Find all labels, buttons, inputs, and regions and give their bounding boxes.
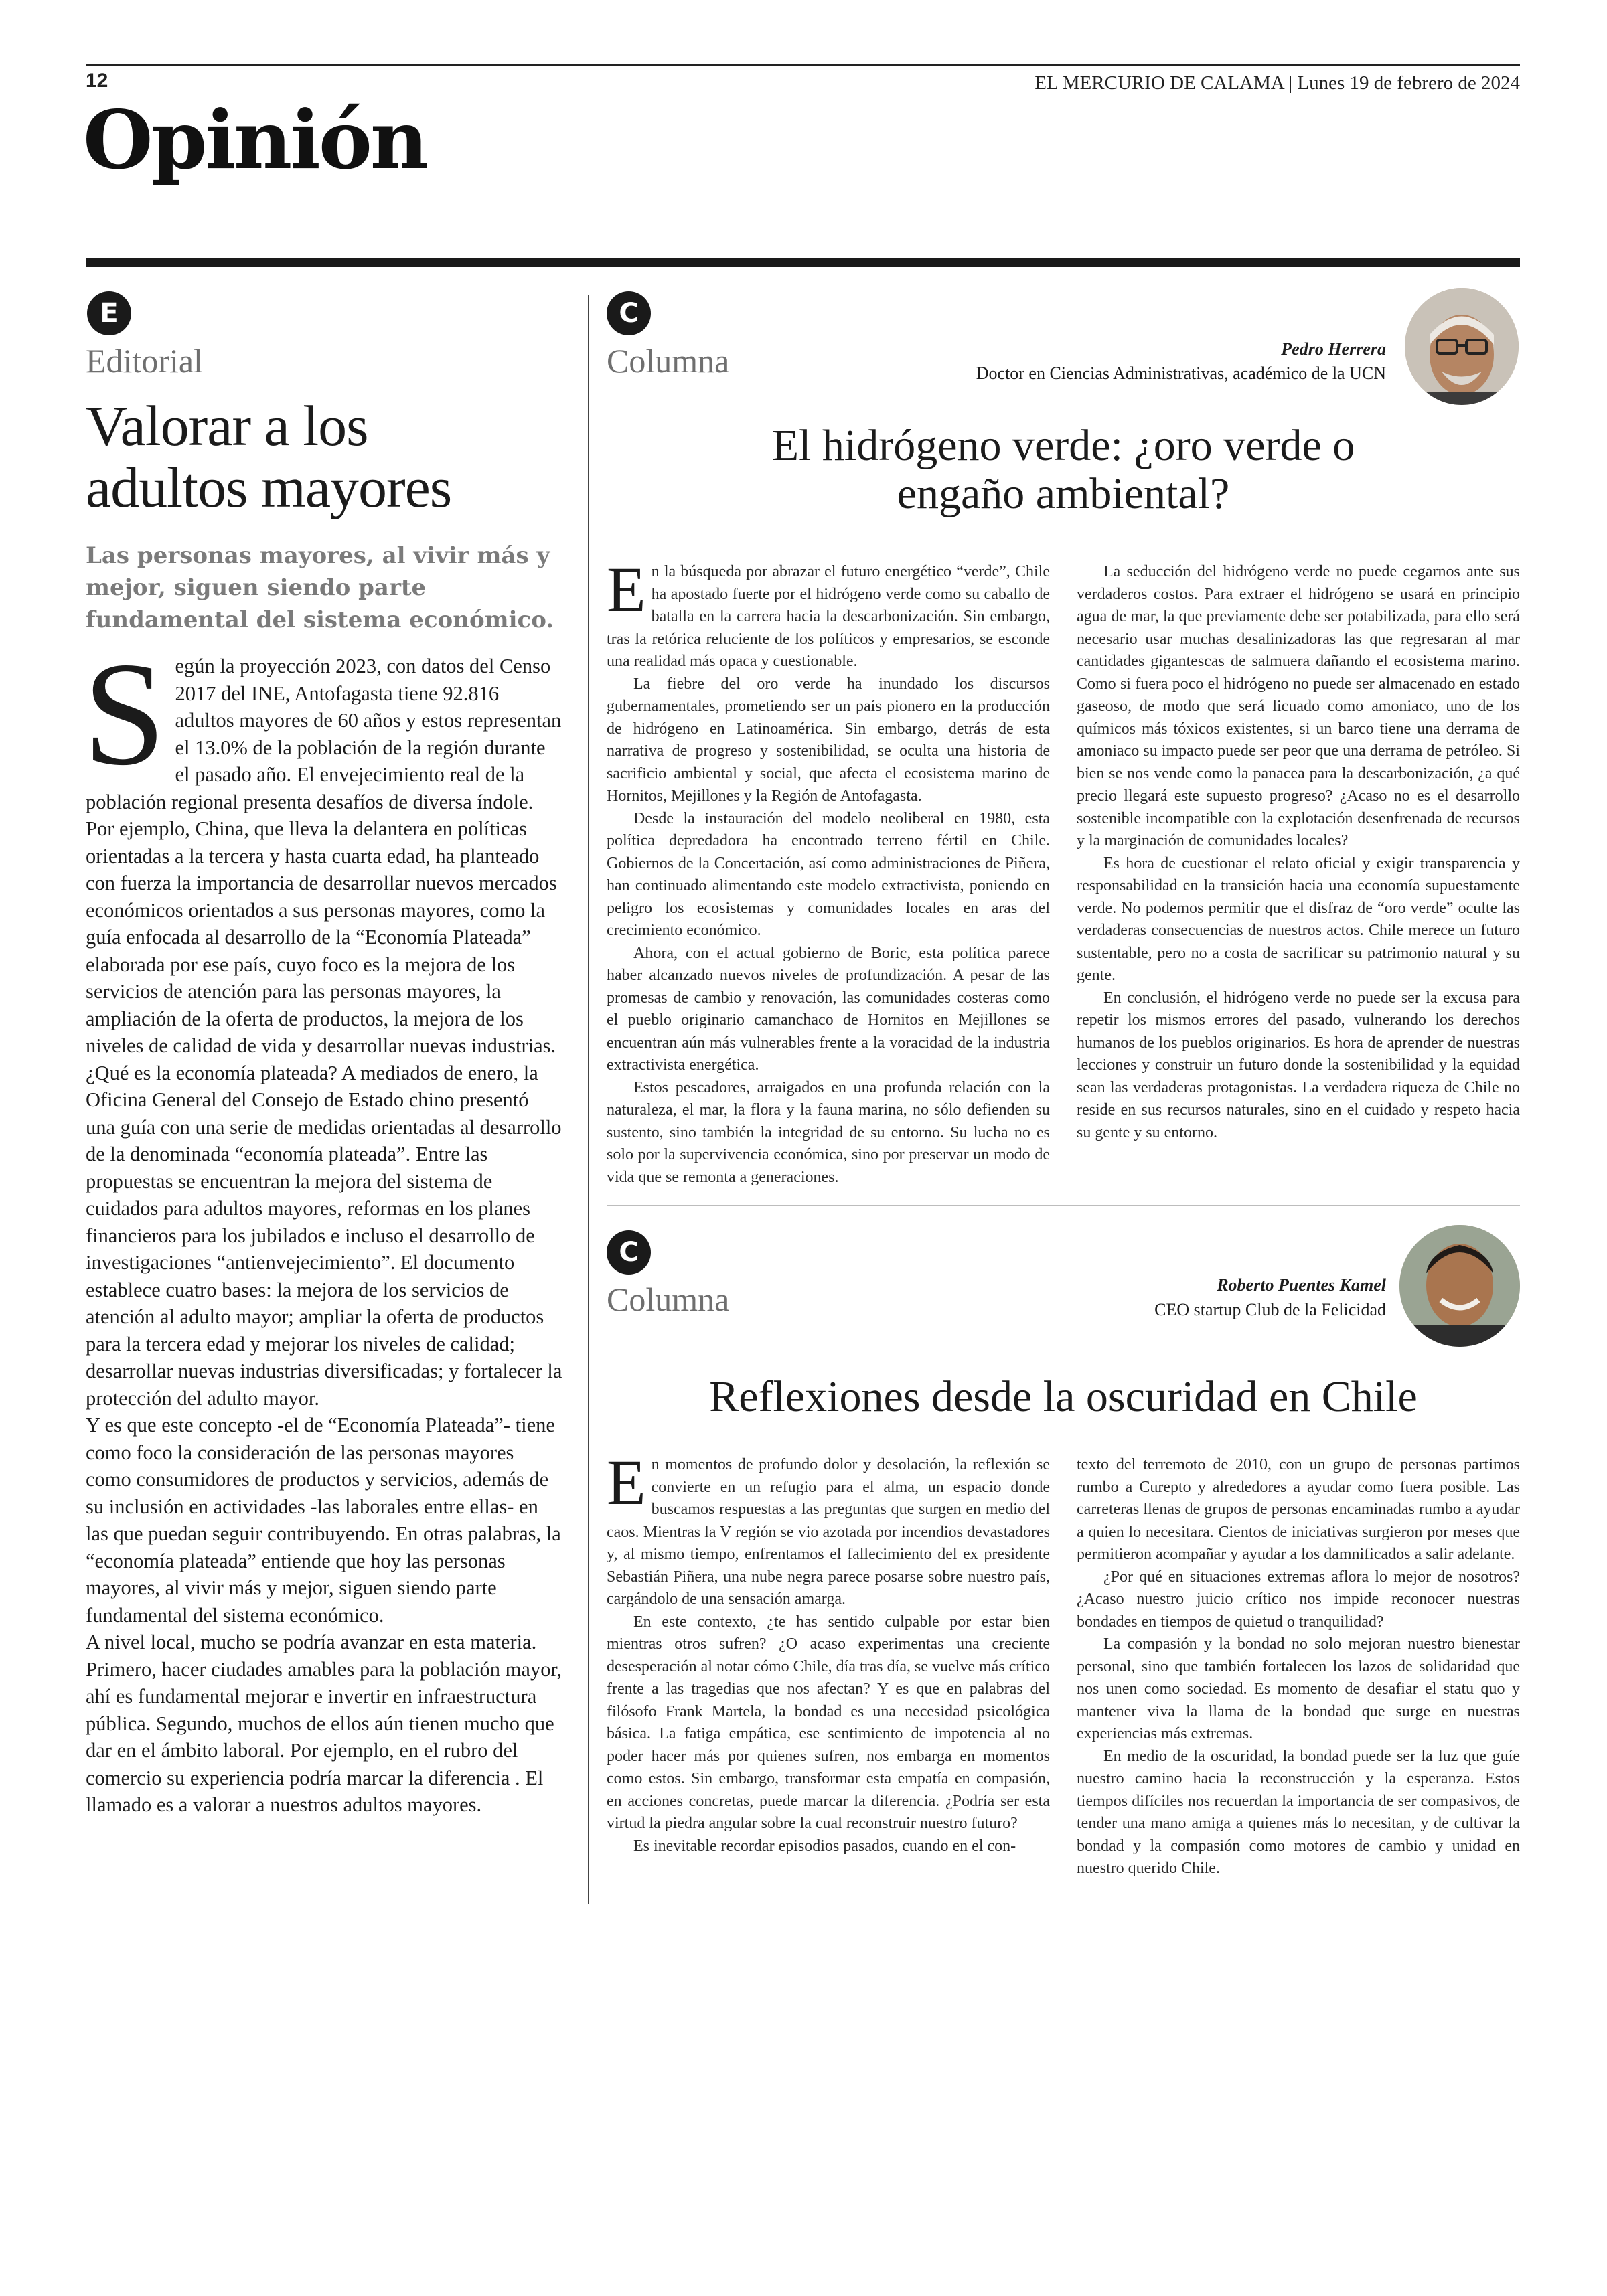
column2-left-body [607, 1447, 1050, 1858]
editorial-kicker: Editorial [86, 342, 203, 380]
column1-paragraph: En la búsqueda por abrazar el futuro energético “verde”, Chile ha apostado fuerte por el hidrógeno verde como su caballo de batalla en la carrera hacia la descarbonización. Sin embargo, tras la retórica reluciente de los políticos y empresarios, se esconde una realidad más opaca y cuestionable. [607, 554, 1050, 670]
column2-paragraph: texto del terremoto de 2010, con un grupo de personas partimos rumbo a Curepto y alrededores a ayudar como fuera posible. Las carreteras llenas de grupos de personas encaminadas rumbo a ayudar a quien lo necesitara. Cientos de iniciativas surgieron por meses que permitieron acompañar y ayudar a los damnificados a salir adelante. [1077, 1456, 1520, 1563]
column1-headline-line2: engaño ambiental? [897, 469, 1230, 518]
column1-paragraph: Desde la instauración del modelo neoliberal en 1980, esta política depredadora ha encontrado terreno fértil en Chile. Gobiernos de la Concertación, así como administraciones de Piñera, han continuado alimentando este modelo extractivista, poniendo en peligro los ecosistemas y comunidades locales en aras del crecimiento económico. [607, 809, 1050, 939]
column-separator [588, 295, 589, 1904]
column1-paragraph: Ahora, con el actual gobierno de Boric, esta política parece haber alcanzado nuevos niveles de profundización. A pesar de las promesas de cambio y renovación, las comunidades costeras como el pueblo originario camanchaco de Hornitos en Mejillones se encuentran aún más vulnerables frente a la voracidad de la industria extractivista energética. [607, 944, 1050, 1074]
column2-right-body [1077, 1454, 1520, 1880]
author-portrait-icon [1399, 1225, 1520, 1347]
column1-paragraph: Estos pescadores, arraigados en una profunda relación con la naturaleza, el mar, la flora y la fauna marina, no sólo defienden su sustento, sino también la integridad de su entorno. Su lucha no es solo por la supervivencia económica, sino por preservar un modo de vida que se remonta a generaciones. [607, 1078, 1050, 1186]
editorial-paragraph: ¿Qué es la economía plateada? A mediados de enero, la Oficina General del Consejo de Estado chino presentó una guía con una serie de medidas orientadas al desarrollo de la denominada “economía plateada”. Entre las propuestas se encuentran la mejora del sistema de cuidados para adultos mayores, reformas en los planes financieros para los jubilados e incluso el desarrollo de investigaciones “antienvejecimiento”. El documento establece cuatro bases: la mejora de los servicios de atención al adulto mayor; ampliar la oferta de productos para la tercera edad y mejorar los niveles de calidad; desarrollar nuevas industrias diversificadas; y fortalecer la protección del adulto mayor. [86, 1061, 562, 1410]
column-divider [607, 1205, 1520, 1206]
column1-dropcap: E [607, 554, 646, 625]
column2-kicker: Columna [607, 1281, 730, 1318]
editorial-headline [86, 395, 581, 518]
editorial-dropcap: S [83, 632, 166, 797]
editorial-body [83, 632, 562, 1819]
editorial-paragraph: Y es que este concepto -el de “Economía Plateada”- tiene como foco la consideración de las personas mayores como consumidores de productos y servicios, además de su inclusión en actividades -las laborales entre ellas- en las que puedan seguir contribuyendo. En otras palabras, la “economía plateada” entiende que hoy las personas mayores, al vivir más y mejor, siguen siendo parte fundamental del sistema económico. [86, 1414, 561, 1627]
column2-author-photo [1399, 1225, 1520, 1347]
column1-headline-line1: El hidrógeno verde: ¿oro verde o [771, 421, 1355, 470]
column1-left-body [607, 554, 1050, 1189]
column2-paragraph: En medio de la oscuridad, la bondad puede ser la luz que guíe nuestro camino hacia la reconstrucción y la esperanza. Estos tiempos difíciles nos recuerdan la importancia de ser compasivos, de tender una mano amiga a quienes más lo necesitan, y de cultivar la bondad y la compasión como motores de cambio y unidad en nuestro querido Chile. [1077, 1747, 1520, 1877]
column2-headline: Reflexiones desde la oscuridad en Chile [709, 1372, 1418, 1421]
column1-right-body [1077, 561, 1520, 1144]
column2-paragraph: ¿Por qué en situaciones extremas aflora lo mejor de nosotros? ¿Acaso nuestro juicio crítico nos impide reconocer nuestras bondades en tiempos de quietud o tranquilidad? [1077, 1568, 1520, 1631]
author-portrait-icon [1405, 288, 1519, 405]
column1-author-title: Doctor en Ciencias Administrativas, académico de la UCN [976, 363, 1386, 383]
editorial-paragraph: Por ejemplo, China, que lleva la delantera en políticas orientadas a la tercera y hasta cuarta edad, ha planteado con fuerza la importancia de desarrollar nuevos mercados económicos orientados a sus personas mayores, como la guía enfocada al desarrollo de la “Economía Plateada” elaborada por ese país, cuyo foco es la mejora de los servicios de atención para las personas mayores, la ampliación de la oferta de productos, la mejora de los niveles de calidad de vida y desarrollar nuevas industrias. [86, 817, 557, 1057]
section-title: Opinión [83, 93, 427, 187]
page-number: 12 [86, 70, 108, 92]
column1-headline [607, 422, 1520, 518]
editorial-paragraph: Según la proyección 2023, con datos del Censo 2017 del INE, Antofagasta tiene 92.816 adultos mayores de 60 años y estos representan el 13.0% de la población de la región durante el pasado año. El envejecimiento real de la población regional presenta desafíos de diversa índole. [83, 632, 562, 813]
column1-kicker: Columna [607, 342, 730, 380]
column2-paragraph: En momentos de profundo dolor y desolación, la reflexión se convierte en un refugio para el alma, un espacio donde buscamos respuestas a las preguntas que surgen en medio del caos. Mientras la V región se vio azotada por incendios devastadores y, al mismo tiempo, enfrentamos el fallecimiento del ex presidente Sebastián Piñera, una nube negra parece posarse sobre nuestro país, cargándolo de una sensación amarga. [607, 1447, 1050, 1608]
column2-author-title: CEO startup Club de la Felicidad [1154, 1300, 1386, 1319]
column1-paragraph: La fiebre del oro verde ha inundado los discursos gubernamentales, prometiendo ser un país pionero en la producción de hidrógeno en Latinoamérica. Sin embargo, detrás de esta narrativa de progreso y sostenibilidad, se oculta una historia de sacrificio ambiental y social, que afecta el ecosistema marino de Hornitos, Mejillones y la Región de Antofagasta. [607, 675, 1050, 805]
editorial-badge: E [87, 291, 131, 335]
column2-paragraph: La compasión y la bondad no solo mejoran nuestro bienestar personal, sino que también fortalecen los lazos de solidaridad que nos unen como sociedad. Es momento de desafiar el statu quo y mantener viva la llama de la bondad que surge en nuestras experiencias más extremas. [1077, 1635, 1520, 1742]
section-rule [86, 258, 1520, 267]
column1-author-name: Pedro Herrera [1281, 339, 1386, 359]
column2-author-name: Roberto Puentes Kamel [1217, 1275, 1386, 1295]
editorial-paragraph: A nivel local, mucho se podría avanzar en esta materia. Primero, hacer ciudades amables para la población mayor, ahí es fundamental mejorar e invertir en infraestructura pública. Segundo, muchos de ellos aún tienen mucho que dar en el ámbito laboral. Por ejemplo, en el rubro del comercio su experiencia podría marcar la diferencia . El llamado es a valorar a nuestros adultos mayores. [86, 1631, 562, 1816]
column2-dropcap: E [607, 1447, 646, 1518]
editorial-headline-line2: adultos mayores [86, 455, 452, 519]
column1-paragraph: En conclusión, el hidrógeno verde no puede ser la excusa para repetir los mismos errores del pasado, vulnerando los derechos humanos de los pueblos originarios. Es hora de aprender de nuestras lecciones y construir un futuro donde la sostenibilidad y la equidad sean las verdaderas protagonistas. La verdadera riqueza de Chile no reside en sus recursos naturales, sino en el cuidado y respeto hacia su gente y su entorno. [1077, 989, 1520, 1141]
column1-paragraph: Es hora de cuestionar el relato oficial y exigir transparencia y responsabilidad en la transición hacia una economía supuestamente verde. No podemos permitir que el disfraz de “oro verde” oculte las verdaderas consecuencias de nuestros actos. Chile merece un futuro sustentable, pero no a costa de sacrificar su patrimonio natural y su gente. [1077, 854, 1520, 984]
column2-paragraph: Es inevitable recordar episodios pasados, cuando en el con- [633, 1837, 1016, 1855]
column2-paragraph: En este contexto, ¿te has sentido culpable por estar bien mientras otros sufren? ¿O acaso experimentas una creciente desesperación al notar cómo Chile, día tras día, se vuelve más crítico frente a las tragedias que nos afectan? Y es que en palabras del filósofo Frank Martela, la bondad es una necesidad psicológica básica. La fatiga empática, ese sentimiento de impotencia al no poder hacer más por quienes sufren, nos embarga en momentos como estos. Sin embargo, transformar esta empatía en compasión, en acciones concretas, puede marcar la diferencia. ¿Podría ser esta virtud la piedra angular sobre la cual reconstruir nuestro futuro? [607, 1613, 1050, 1832]
masthead: EL MERCURIO DE CALAMA | Lunes 19 de febrero de 2024 [1035, 72, 1520, 94]
column1-author-photo [1405, 288, 1519, 405]
editorial-deck: Las personas mayores, al vivir más y mejor, siguen siendo parte fundamental del sistema económico. [86, 542, 554, 633]
top-rule [86, 64, 1520, 66]
column1-badge: C [607, 291, 651, 335]
column1-paragraph: La seducción del hidrógeno verde no puede cegarnos ante sus verdaderos costos. Para extraer el hidrógeno se usará en principio agua de mar, la que previamente debe ser potabilizada, para ello será necesario usar muchas desalinizadoras las que regresaran al mar cantidades gigantescas de salmuera dañando el ecosistema marino. Como si fuera poco el hidrógeno no puede ser almacenado en estado gaseoso, de modo que será licuado como amoniaco, uno de los químicos más tóxicos existentes, si un barco tiene una derrama de amoniaco su impacto puede ser peor que una derrama de petróleo. Si bien se nos vende como la panacea para la descarbonización, ¿a qué precio llegará este supuesto progreso? ¿Acaso no es el desarrollo sostenible incompatible con la explotación desenfrenada de recursos y la marginación de comunidades locales? [1077, 563, 1520, 849]
editorial-headline-line1: Valorar a los [86, 394, 368, 458]
column2-badge: C [607, 1230, 651, 1275]
